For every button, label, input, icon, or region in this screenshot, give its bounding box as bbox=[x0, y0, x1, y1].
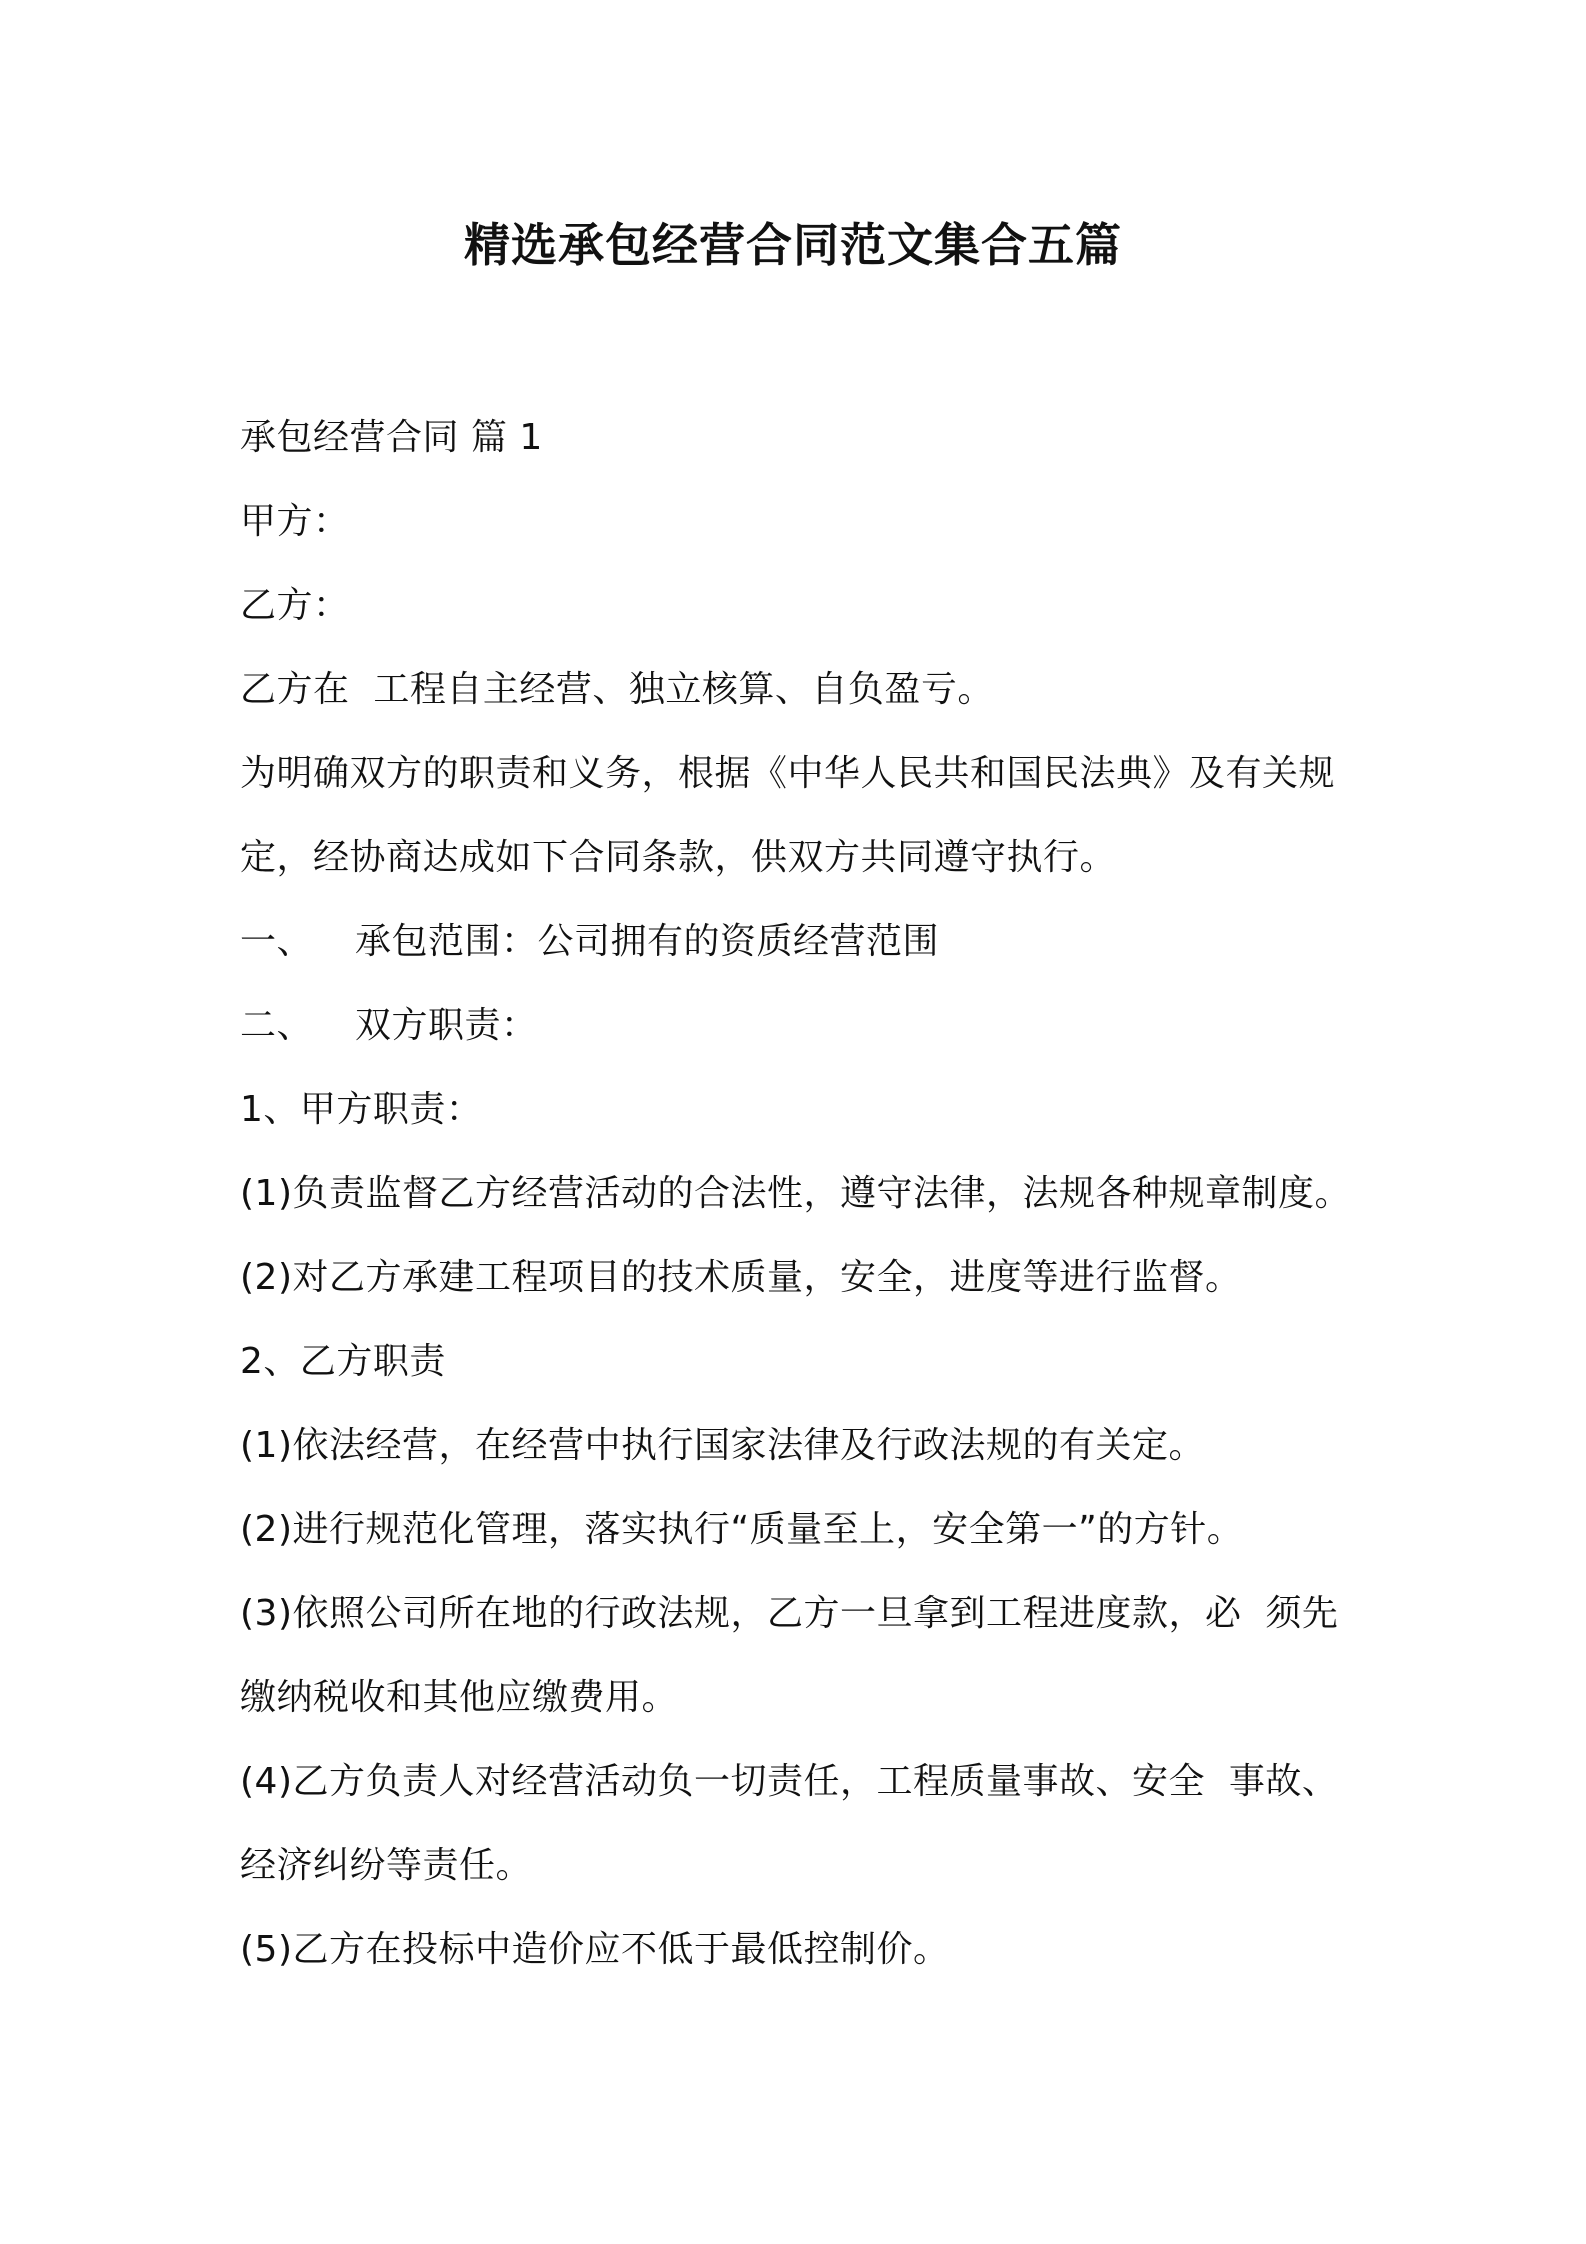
party-b-duty-3-line-1: (3)依照公司所在地的行政法规，乙方一旦拿到工程进度款，必 须先 bbox=[240, 1593, 1339, 1634]
party-b-duty-1: (1)依法经营，在经营中执行国家法律及行政法规的有关定。 bbox=[240, 1425, 1205, 1466]
clause-2 bbox=[240, 1000, 1370, 1052]
intro-paragraph: 乙方在 工程自主经营、独立核算、自负盈亏。 bbox=[240, 669, 994, 710]
clause-1 bbox=[240, 916, 1370, 968]
clause-1-text: 承包范围：公司拥有的资质经营范围 bbox=[355, 921, 940, 962]
party-b-duties-heading: 2、乙方职责 bbox=[240, 1341, 446, 1382]
purpose-paragraph-line-1: 为明确双方的职责和义务，根据《中华人民共和国民法典》及有关规 bbox=[240, 753, 1336, 794]
party-b-label: 乙方： bbox=[240, 585, 350, 626]
party-b-duty-4-line-2: 经济纠纷等责任。 bbox=[240, 1845, 533, 1886]
clause-1-number: 一、 bbox=[240, 921, 314, 962]
party-a-duty-2: (2)对乙方承建工程项目的技术质量，安全，进度等进行监督。 bbox=[240, 1257, 1242, 1298]
purpose-paragraph-line-2: 定，经协商达成如下合同条款，供双方共同遵守执行。 bbox=[240, 837, 1117, 878]
party-a-duties-heading: 1、甲方职责： bbox=[240, 1089, 483, 1130]
party-b-duty-5: (5)乙方在投标中造价应不低于最低控制价。 bbox=[240, 1929, 950, 1970]
party-b-duty-3-line-2: 缴纳税收和其他应缴费用。 bbox=[240, 1677, 679, 1718]
clause-2-number: 二、 bbox=[240, 1005, 314, 1046]
party-a-label: 甲方： bbox=[240, 501, 350, 542]
party-b-duty-2: (2)进行规范化管理，落实执行“质量至上，安全第一”的方针。 bbox=[240, 1509, 1244, 1550]
clause-2-text: 双方职责： bbox=[355, 1005, 538, 1046]
party-a-duty-1: (1)负责监督乙方经营活动的合法性，遵守法律，法规各种规章制度。 bbox=[240, 1173, 1351, 1214]
document-title: 精选承包经营合同范文集合五篇 bbox=[464, 218, 1122, 272]
section-heading: 承包经营合同 篇 1 bbox=[240, 417, 543, 458]
party-b-duty-4-line-1: (4)乙方负责人对经营活动负一切责任，工程质量事故、安全 事故、 bbox=[240, 1761, 1339, 1802]
